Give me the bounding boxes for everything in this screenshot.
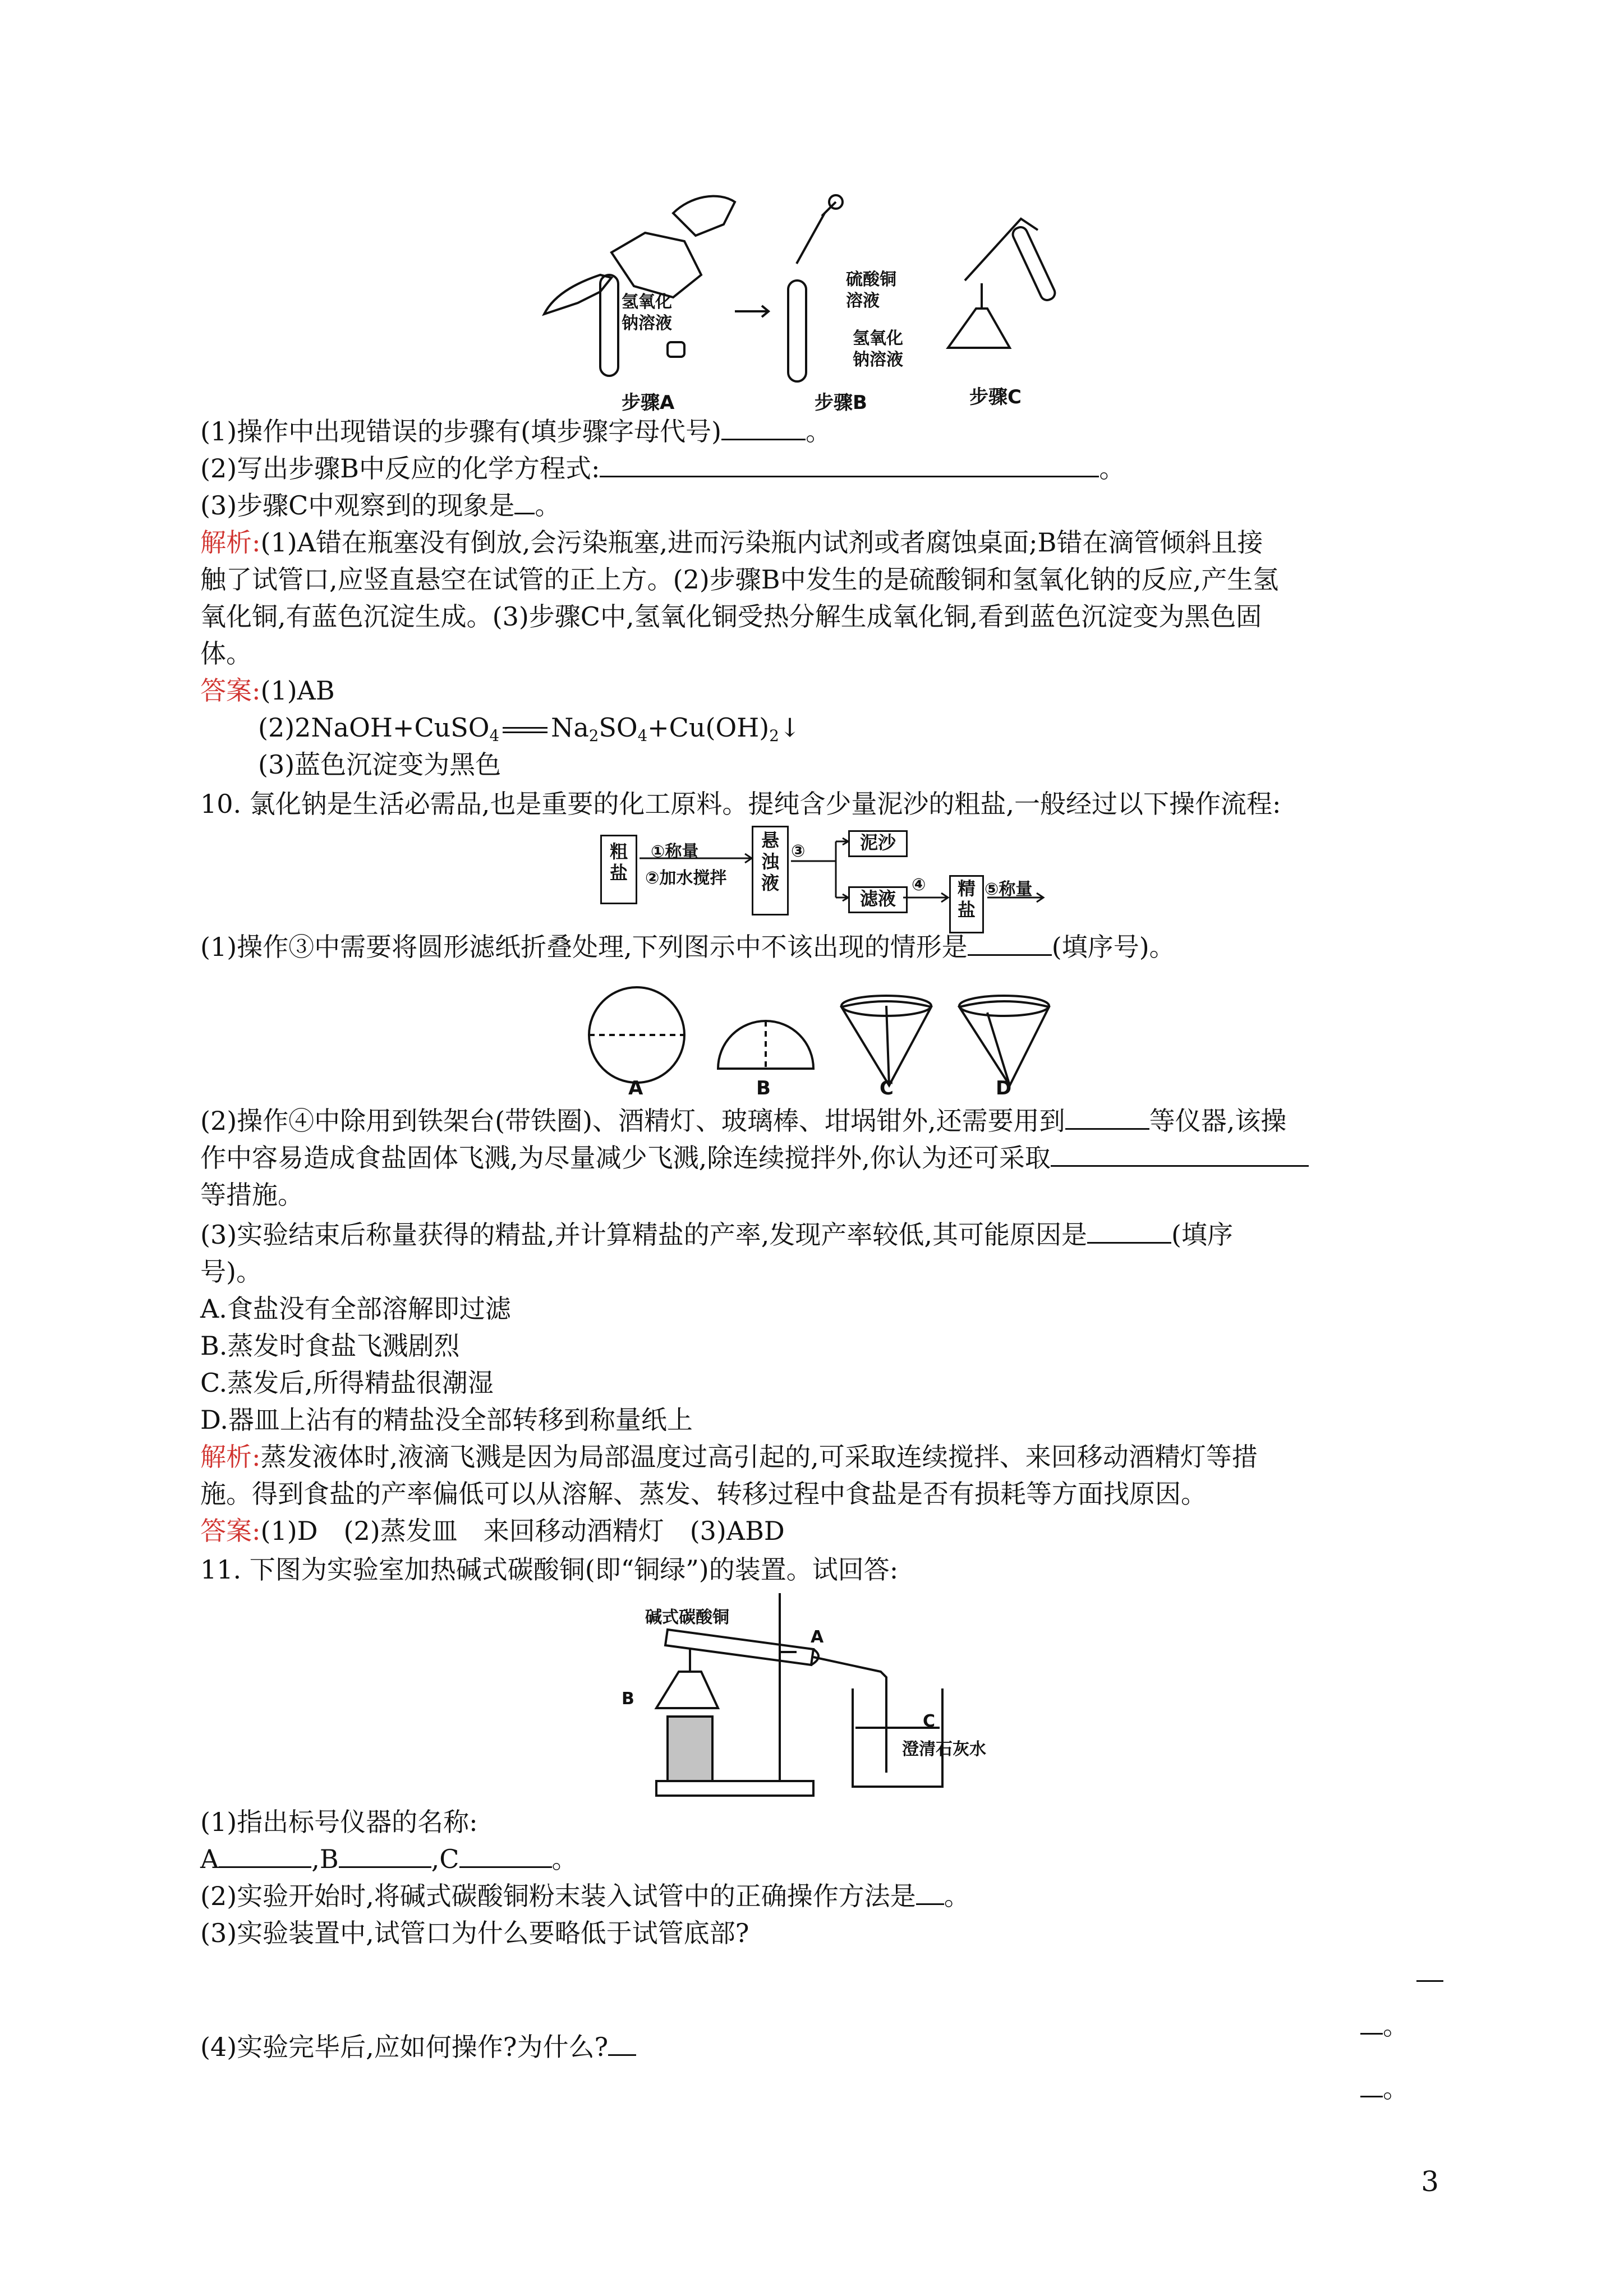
q9-steps-figure: [533, 180, 1094, 415]
test-tube-c: [1011, 225, 1057, 302]
q10-analysis-l1: 解析:蒸发液体时,液滴飞溅是因为局部温度过高引起的,可采取连续搅拌、来回移动酒精灯等措: [200, 1442, 1258, 1472]
flow-op5: ⑤称量: [984, 880, 1033, 899]
step-c-label: 步骤C: [969, 386, 1022, 408]
naoh-label-a: 氢氧化 钠溶液: [622, 292, 672, 333]
flow-fine-salt: 精 盐: [949, 875, 984, 933]
answer-label: 答案:: [200, 1516, 261, 1546]
q10-sub1: (1)操作③中需要将圆形滤纸折叠处理,下列图示中不该出现的情形是 (填序号)。: [200, 928, 1175, 965]
q11-sub2: (2)实验开始时,将碱式碳酸铜粉末装入试管中的正确操作方法是 。: [200, 1878, 970, 1915]
q11-sub1-blanks: A ,B ,C 。: [200, 1841, 578, 1878]
q10-sub2-l3: 等措施。: [200, 1180, 303, 1210]
filter-label-b: B: [756, 1077, 771, 1099]
alcohol-lamp: [948, 309, 1010, 348]
tongs: [965, 219, 1038, 280]
analysis-label: 解析:: [200, 527, 261, 558]
reagent-bottle: [611, 233, 701, 297]
q11-sub3: (3)实验装置中,试管口为什么要略低于试管底部?: [200, 1918, 749, 1948]
answer-label: 答案:: [200, 675, 261, 706]
analysis-label: 解析:: [200, 1442, 261, 1472]
limewater-label: 澄清石灰水: [902, 1740, 986, 1759]
q9-sub1: (1)操作中出现错误的步骤有(填步骤字母代号) 。: [200, 413, 831, 450]
q10-stem: 10. 氯化钠是生活必需品,也是重要的化工原料。提纯含少量泥沙的粗盐,一般经过以下操作流程:: [200, 789, 1281, 819]
q11-stem: 11. 下图为实验室加热碱式碳酸铜(即“铜绿”)的装置。试回答:: [200, 1554, 899, 1585]
flow-op1: ①称量: [651, 842, 699, 862]
q10-option-a: A.食盐没有全部溶解即过滤: [200, 1294, 511, 1324]
q10-sub2-l2: 作中容易造成食盐固体飞溅,为尽量减少飞溅,除连续搅拌外,你认为还可采取: [200, 1139, 1309, 1176]
flow-op2: ②加水搅拌: [645, 868, 727, 888]
step-b-label: 步骤B: [815, 392, 867, 414]
filter-label-a: A: [628, 1077, 643, 1099]
flow-suspension: 悬 浊 液: [752, 826, 789, 915]
reagent-label: 碱式碳酸铜: [645, 1608, 729, 1627]
label-c: C: [923, 1711, 936, 1731]
test-tube-b: [788, 280, 806, 381]
q11-sub3-blank-line: [1416, 1980, 1443, 1982]
q10-sub3-l1: (3)实验结束后称量获得的精盐,并计算精盐的产率,发现产率较低,其可能原因是 (填序: [200, 1216, 1233, 1253]
label-b: B: [622, 1689, 634, 1709]
q9-analysis-l2: 触了试管口,应竖直悬空在试管的正上方。(2)步骤B中发生的是硫酸铜和氢氧化钠的反应,产生氢: [200, 564, 1279, 595]
dropper: [797, 202, 836, 264]
q9-answer-3: (3)蓝色沉淀变为黑色: [258, 749, 502, 780]
q10-analysis-l2: 施。得到食盐的产率偏低可以从溶解、蒸发、转移过程中食盐是否有损耗等方面找原因。: [200, 1479, 1207, 1509]
hand-right: [673, 196, 735, 236]
q9-analysis-l3: 氧化铜,有蓝色沉淀生成。(3)步骤C中,氢氧化铜受热分解生成氧化铜,看到蓝色沉淀变为黑色固: [200, 601, 1262, 632]
filter-label-c: C: [880, 1077, 894, 1099]
flow-mud: 泥沙: [848, 830, 908, 857]
flow-filtrate: 滤液: [848, 886, 908, 913]
q11-sub3-end: 。: [1360, 2007, 1409, 2044]
flow-op4: ④: [912, 875, 926, 895]
step-a-label: 步骤A: [622, 392, 675, 414]
cuso4-label: 硫酸铜 溶液: [846, 270, 896, 311]
q10-option-d: D.器皿上沾有的精盐没全部转移到称量纸上: [200, 1405, 693, 1435]
q9-answer-1: 答案:(1)AB: [200, 675, 335, 706]
q9-analysis-l1: 解析:(1)A错在瓶塞没有倒放,会污染瓶塞,进而污染瓶内试剂或者腐蚀桌面;B错在滴管倾斜且接: [200, 527, 1263, 558]
q9-answer-2: (2)2NaOH+CuSO$_4$ $Na_2SO_4+Cu(OH)_2↓$: [258, 712, 801, 745]
q10-option-c: C.蒸发后,所得精盐很潮湿: [200, 1368, 494, 1398]
q11-sub4-end: 。: [1360, 2070, 1409, 2107]
page-number: 3: [1421, 2165, 1439, 2198]
filter-paper-figure: [583, 984, 1055, 1097]
q10-sub2-l1: (2)操作④中除用到铁架台(带铁圈)、酒精灯、玻璃棒、坩埚钳外,还需要用到 等仪器,该操: [200, 1102, 1286, 1139]
naoh-label-b: 氢氧化 钠溶液: [853, 329, 903, 370]
q11-sub1: (1)指出标号仪器的名称:: [200, 1807, 478, 1837]
q10-sub3-l2: 号)。: [200, 1257, 262, 1287]
q9-sub2: (2)写出步骤B中反应的化学方程式: 。: [200, 450, 1125, 487]
filter-label-d: D: [996, 1077, 1012, 1099]
flow-op3: ③: [791, 841, 806, 861]
q9-sub3: (3)步骤C中观察到的现象是 。: [200, 487, 560, 524]
q10-answer: 答案:(1)D (2)蒸发皿 来回移动酒精灯 (3)ABD: [200, 1516, 785, 1546]
q9-analysis-l4: 体。: [200, 638, 252, 669]
q11-sub4: (4)实验完毕后,应如何操作?为什么?: [200, 2028, 636, 2065]
label-a: A: [811, 1627, 824, 1647]
stopper: [668, 342, 684, 357]
q10-option-b: B.蒸发时食盐飞溅剧烈: [200, 1331, 460, 1361]
flow-crude-salt: 粗 盐: [600, 835, 637, 904]
